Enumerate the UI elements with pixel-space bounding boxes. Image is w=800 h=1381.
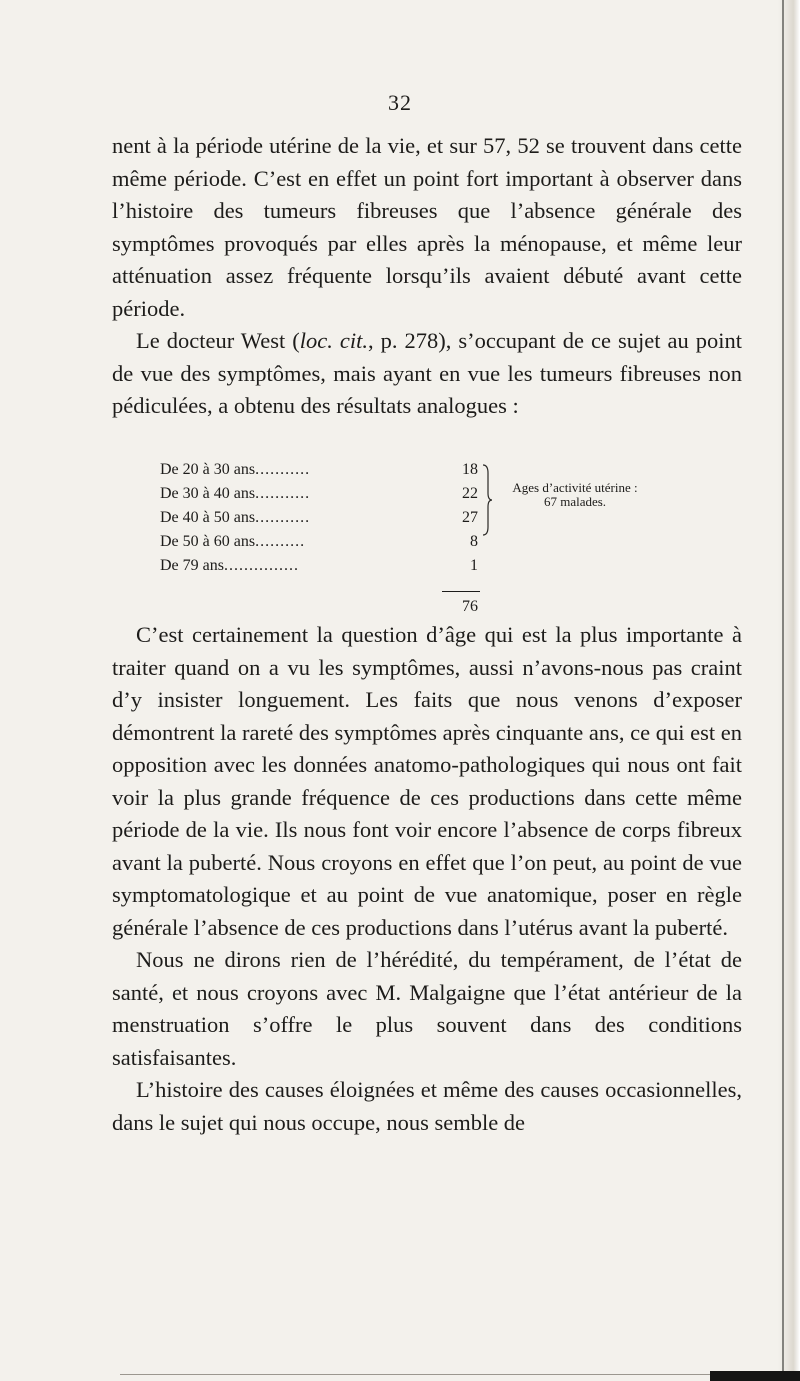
age-row-label: De 20 à 30 ans...........: [160, 461, 311, 478]
age-total: 76: [462, 598, 478, 615]
age-row-label: De 30 à 40 ans...........: [160, 485, 311, 502]
paragraph-2: [112, 325, 742, 423]
age-table: [160, 459, 640, 619]
paragraph-1: nent à la période utérine de la vie, et sur 57, 52 se trouvent dans cette même période. C’est en effet un point fort important à observer dans l’histoire des tumeurs fibreuses que l’absence générale des symptômes provoqués par elles après la ménopause, et même leur atténuation assez fréquente lorsqu’ils avaient débuté avant cette période.: [112, 133, 742, 321]
page-number: 32: [388, 90, 412, 115]
paragraph-3: C’est certainement la question d’âge qui est la plus importante à traiter quand on a vu les symptômes, aussi n’avons-nous pas craint d’y insister longuement. Les faits que nous venons d’exposer démontrent la rareté des symptômes après cinquante ans, ce qui est en opposition avec les données anatomo-pathologiques qui nous ont fait voir la plus grande fréquence de ces productions dans cette même période de la vie. Ils nous font voir encore l’absence de corps fibreux avant la puberté. Nous croyons en effet que l’on peut, au point de vue symptomatologique et au point de vue anatomique, poser en règle générale l’absence de ces productions dans l’utérus avant la puberté.: [112, 622, 742, 940]
age-row-label: De 50 à 60 ans..........: [160, 533, 306, 550]
brace-note-line-1: Ages d’activité utérine :: [512, 480, 638, 495]
paragraph-5: L’histoire des causes éloignées et même des causes occasionnelles, dans le sujet qui nous occupe, nous semble de: [112, 1077, 742, 1135]
page-edge-line: [782, 0, 784, 1381]
sum-rule: [442, 591, 480, 592]
age-row-count: 22: [462, 485, 478, 502]
citation-italic: loc. cit.: [299, 328, 368, 353]
age-row-count: 8: [470, 533, 478, 550]
age-row-count: 18: [462, 461, 478, 478]
brace-note: [500, 481, 650, 509]
brace-icon: [482, 463, 492, 537]
text-block-bottom: [112, 619, 742, 1139]
paragraph-4: Nous ne dirons rien de l’hérédité, du tempérament, de l’état de santé, et nous croyons avec M. Malgaigne que l’état antérieur de la menstruation s’offre le plus souvent dans des conditions satisfaisantes.: [112, 947, 742, 1070]
age-row-label: De 79 ans...............: [160, 557, 299, 574]
paragraph-2-before: Le docteur West (: [136, 328, 300, 353]
paragraph-2-after: , p. 278), s’occupant de ce sujet au point de vue des symptômes, mais ayant en vue les tumeurs fibreuses non pédiculées, a obtenu des résultats analogues :: [112, 328, 742, 418]
age-row-count: 27: [462, 509, 478, 526]
bottom-edge-shadow: [710, 1371, 800, 1381]
text-block-top: [112, 130, 742, 423]
age-row-label: De 40 à 50 ans...........: [160, 509, 311, 526]
brace-note-line-2: 67 malades.: [543, 494, 607, 509]
age-row-count: 1: [470, 557, 478, 574]
bottom-edge-line: [120, 1374, 800, 1375]
